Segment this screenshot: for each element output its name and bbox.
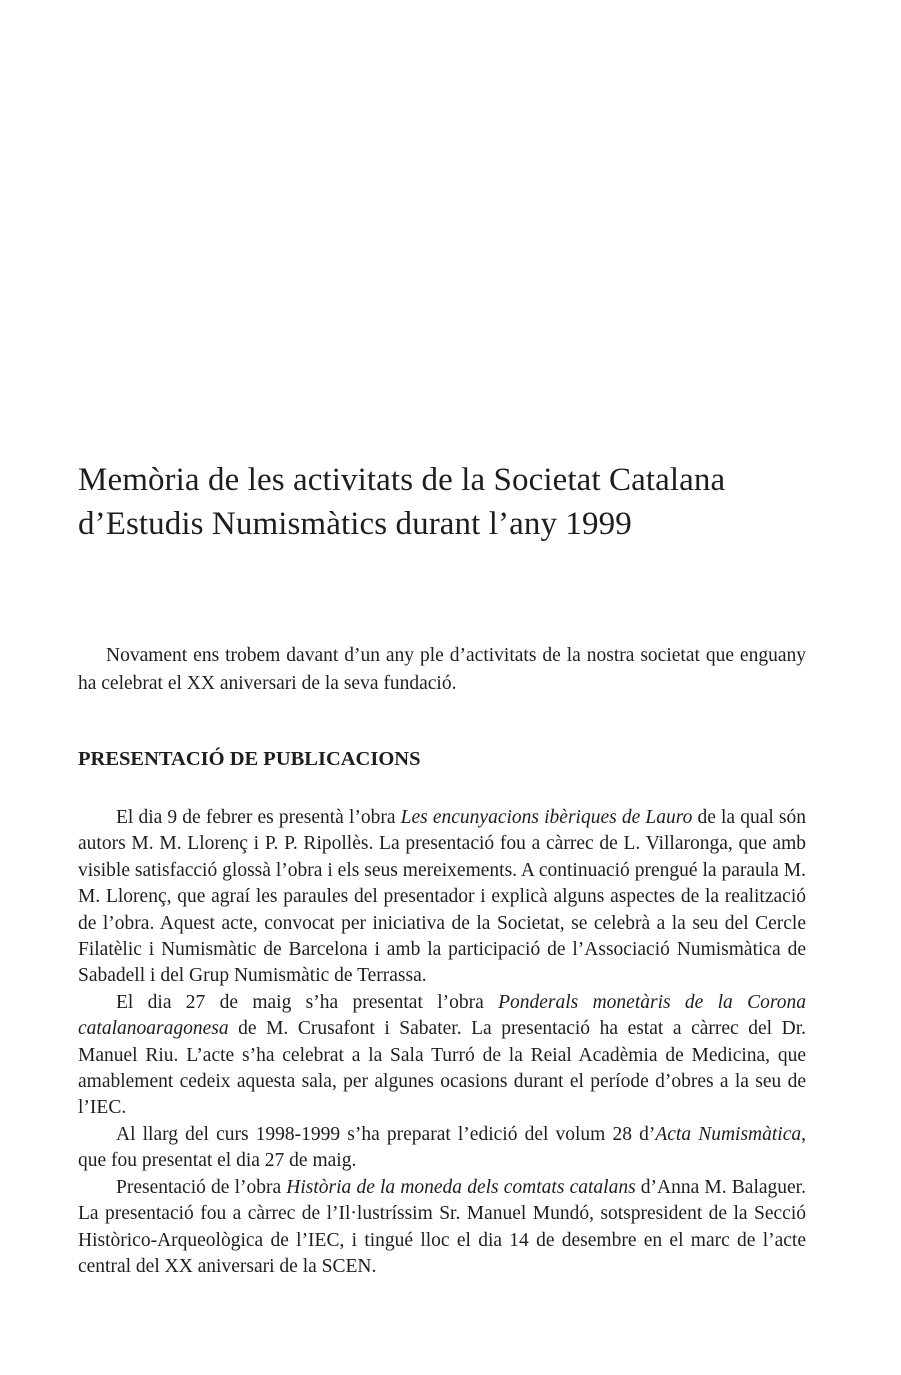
paragraph-1: [78, 805, 806, 990]
paragraph-1-text-a: El dia 9 de febrer es presentà l’obra: [116, 807, 401, 828]
intro-paragraph: Novament ens trobem davant d’un any ple d’activitats de la nostra societat que enguany ha celebrat el XX aniversari de la seva fundació.: [78, 645, 806, 694]
title-line-2: d’Estudis Numismàtics durant l’any 1999: [78, 506, 632, 542]
paragraph-1-text-b: de la qual són autors M. M. Llorenç i P. P. Ripollès. La presentació fou a càrrec de L. Villaronga, que amb visible satisfacció glossà l’obra i els seus mereixements. A continuació prengué la paraula M. M. Llorenç, que agraí les paraules del presentador i explicà alguns aspectes de la realització de l’obra. Aquest acte, convocat per iniciativa de la Societat, se celebrà a la seu del Cercle Filatèlic i Numismàtic de Barcelona i amb la participació de l’Associació Numismàtica de Sabadell i del Grup Numismàtic de Terrassa.: [78, 807, 807, 987]
paragraph-3-text-a: Al llarg del curs 1998-1999 s’ha preparat l’edició del volum 28 d’: [116, 1123, 656, 1145]
paragraph-3-work-title: Acta Numismàtica: [655, 1123, 802, 1145]
paragraph-4-work-title: Història de la moneda dels comtats catalans: [286, 1176, 636, 1198]
paragraph-4: [78, 1175, 806, 1281]
paragraph-2-work-title: Ponderals monetàris de la Corona catalanoaragonesa: [78, 991, 807, 1040]
paragraph-2: [78, 990, 806, 1122]
section-heading: PRESENTACIÓ DE PUBLICACIONS: [78, 748, 421, 770]
paragraph-4-text-b: d’Anna M. Balaguer. La presentació fou a càrrec de l’Il·lustríssim Sr. Manuel Mundó, sotspresident de la Secció Històrico-Arqueològica de l’IEC, i tingué lloc el dia 14 de desembre en el marc de l’acte central del XX aniversari de la SCEN.: [78, 1176, 806, 1277]
paragraph-1-work-title: Les encunyacions ibèriques de Lauro: [400, 807, 693, 828]
paragraph-2-text-a: El dia 27 de maig s’ha presentat l’obra: [116, 991, 499, 1013]
paragraph-3: [78, 1122, 806, 1175]
section-body: [78, 805, 806, 1280]
paragraph-4-text-a: Presentació de l’obra: [116, 1176, 287, 1198]
paragraph-3-text-b: , que fou presentat el dia 27 de maig.: [78, 1123, 806, 1172]
page-title: [78, 458, 838, 546]
title-line-1: Memòria de les activitats de la Societat Catalana: [78, 462, 726, 498]
paragraph-2-text-b: de M. Crusafont i Sabater. La presentació ha estat a càrrec del Dr. Manuel Riu. L’acte s’ha celebrat a la Sala Turró de la Reial Acadèmia de Medicina, que amablement cedeix aquesta sala, per algunes ocasions durant el període d’obres a la seu de l’IEC.: [78, 1018, 806, 1119]
